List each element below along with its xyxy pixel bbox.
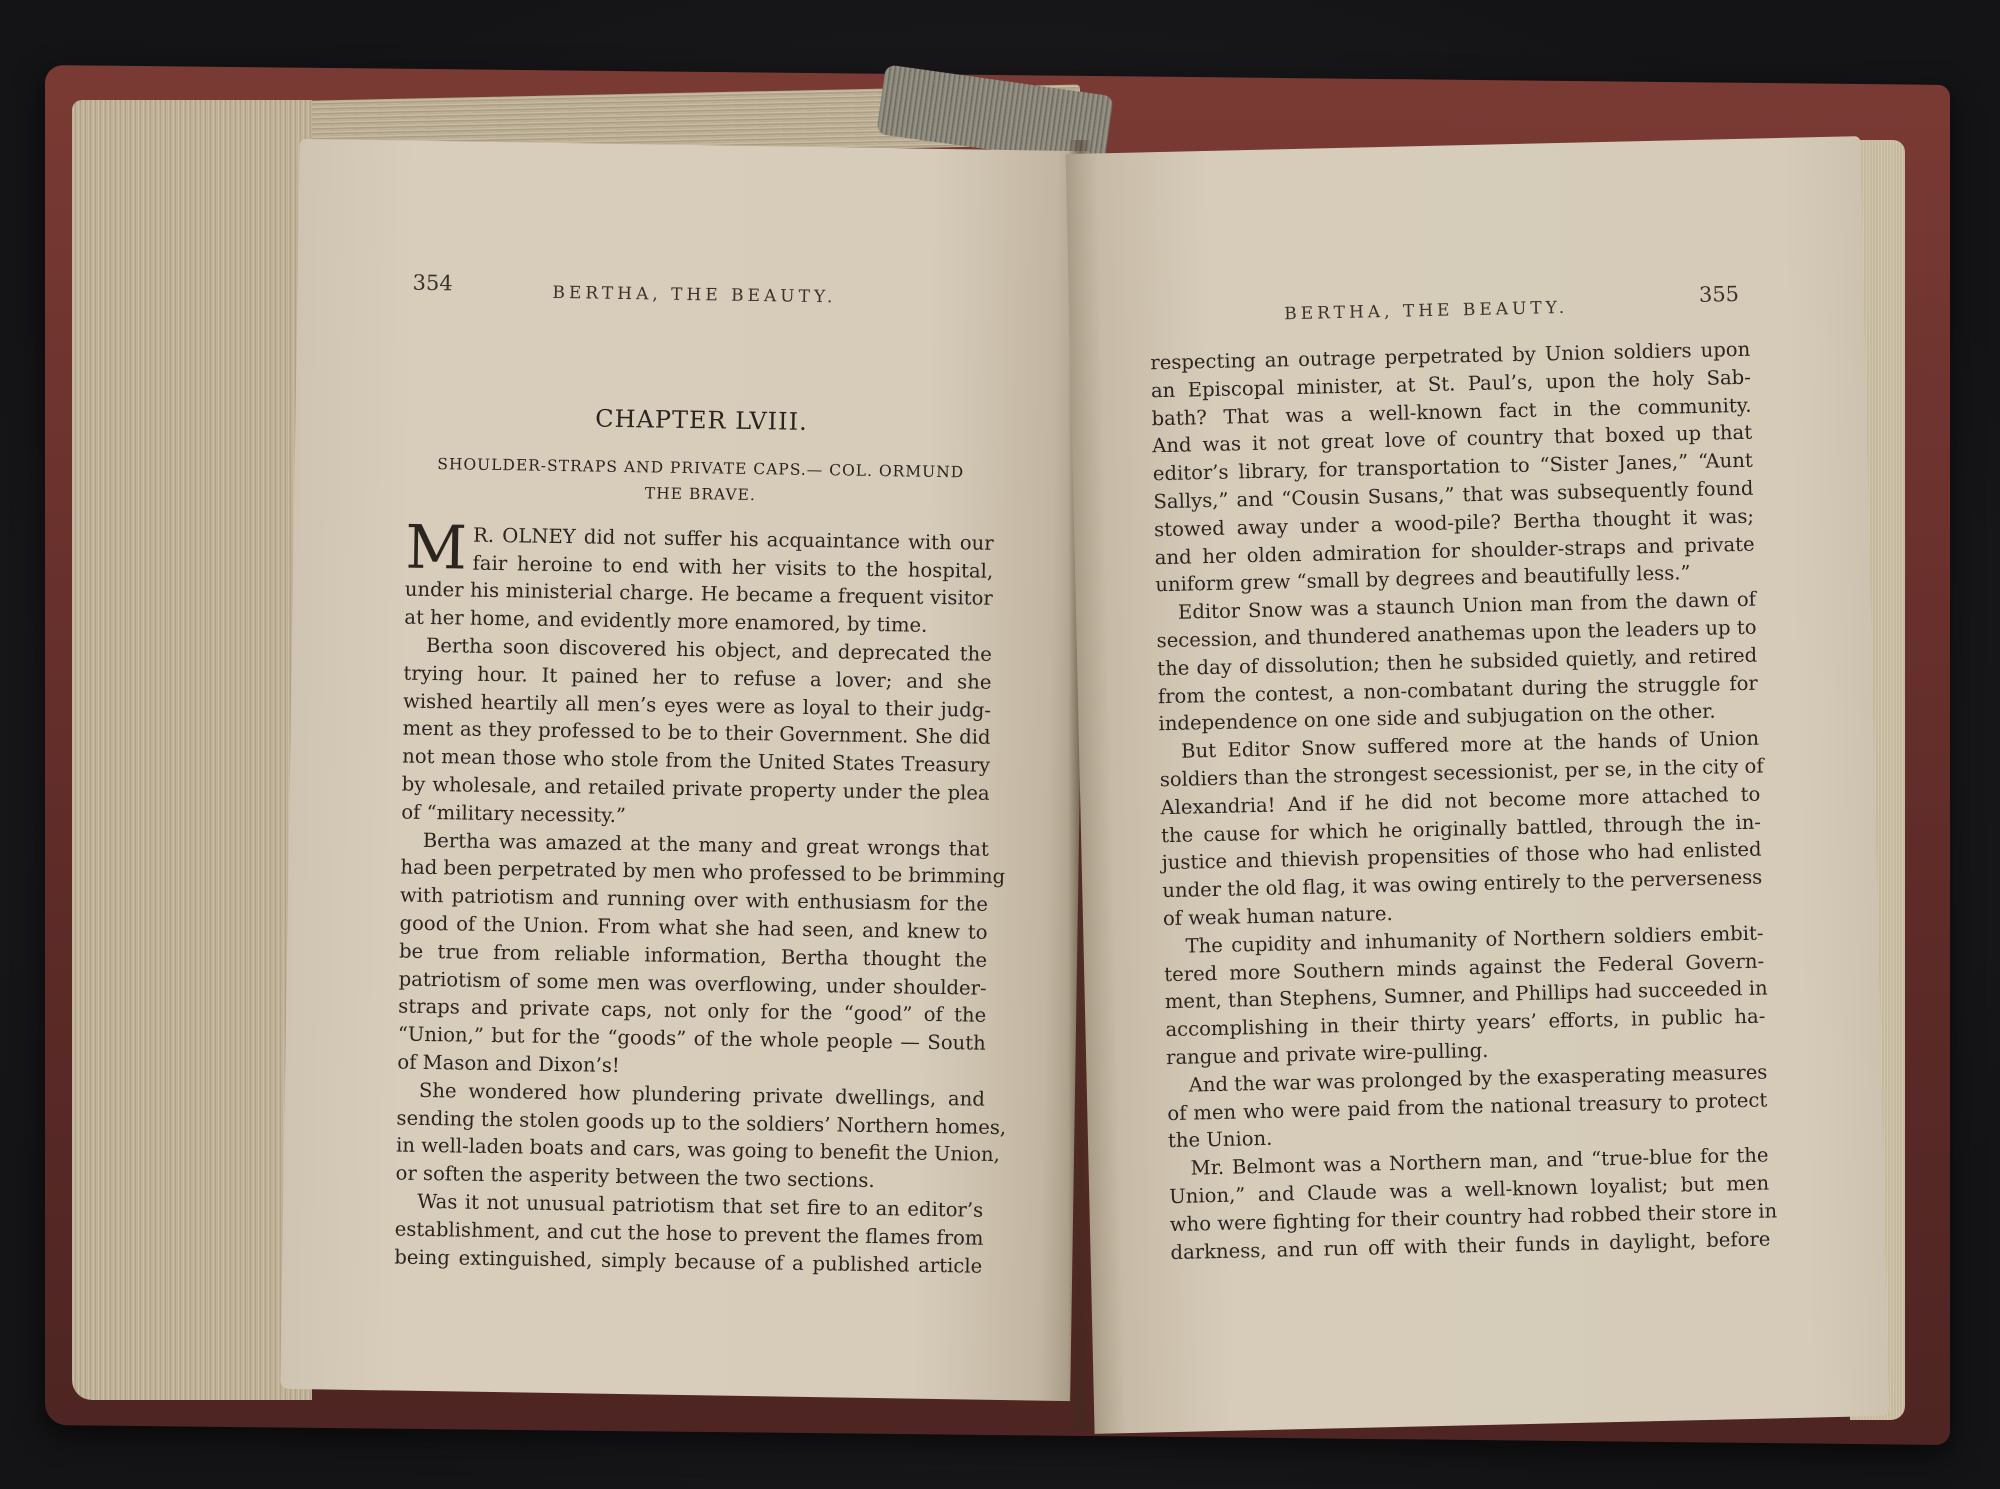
text-line: be true from reliable information, Bertha thought the <box>398 939 988 972</box>
text-line: fair heroine to end with her visits to the hospital, <box>472 551 994 583</box>
text-line: Union,” and Claude was a well-known loyalist; but men <box>1168 1171 1770 1209</box>
text-line: from the contest, a non-combatant during the struggle for <box>1157 671 1759 708</box>
left-running-head: BERTHA, THE BEAUTY. <box>552 282 837 308</box>
text-line: under the old flag, it was owing entirely to the perverseness <box>1162 865 1763 903</box>
text-line: Alexandria! And if he did not become more attached to <box>1160 782 1761 819</box>
text-line: Bertha was amazed at the many and great wrongs that <box>422 828 989 861</box>
text-line: at her home, and evidently more enamored, by time. <box>404 605 928 637</box>
text-line: not mean those who stole from the United States Treasury <box>402 744 991 777</box>
text-line: of men who were paid from the national treasury to protect <box>1167 1088 1768 1125</box>
text-line: establishment, and cut the hose to prevent the flames from <box>394 1217 984 1250</box>
text-line: justice and thievish propensities of those who had enlisted <box>1161 837 1762 875</box>
text-line: Mr. Belmont was a Northern man, and “true-blue for the <box>1190 1143 1769 1180</box>
right-page-number: 355 <box>1698 281 1740 307</box>
text-line: Editor Snow was a staunch Union man from the dawn of <box>1177 587 1757 624</box>
right-body-lines <box>1150 336 1778 1267</box>
text-line: who were fighting for their country had robbed their store in <box>1169 1199 1778 1236</box>
text-line: and her olden admiration for shoulder-straps and private <box>1154 532 1755 569</box>
text-line: by wholesale, and retailed private property under the plea <box>401 772 990 805</box>
text-line: secession, and thundered anathemas upon the leaders up to <box>1156 615 1757 653</box>
text-line: of Mason and Dixon’s! <box>397 1050 620 1077</box>
text-line: had been perpetrated by men who professed to be brimming <box>400 855 1006 889</box>
text-line: accomplishing in their thirty years’ efforts, in public ha- <box>1165 1004 1766 1042</box>
text-line: the Union. <box>1167 1127 1273 1153</box>
chapter-subtitle <box>406 450 995 511</box>
text-line: an Episcopal minister, at St. Paul’s, upon the holy Sab- <box>1150 365 1752 403</box>
right-page <box>1066 136 1890 1434</box>
text-line: of weak human nature. <box>1162 901 1393 931</box>
left-page-text <box>394 403 1007 1280</box>
subtitle-line: THE BRAVE. <box>644 484 756 504</box>
text-line: sending the stolen goods up to the soldiers’ Northern homes, <box>396 1106 1007 1139</box>
text-line: Sallys,” and “Cousin Susans,” that was subsequently found <box>1153 476 1754 514</box>
text-line: Bertha soon discovered his object, and deprecated the <box>425 633 993 666</box>
right-running-head: BERTHA, THE BEAUTY. <box>1284 297 1569 325</box>
text-line: patriotism of some men was overflowing, under shoulder- <box>398 967 987 1000</box>
text-line: “Union,” but for the “goods” of the whole people — South <box>397 1022 986 1055</box>
text-line: The cupidity and inhumanity of Northern soldiers embit- <box>1185 921 1764 958</box>
chapter-title: CHAPTER LVIII. <box>595 404 808 436</box>
text-line: independence on one side and subjugation on the other. <box>1158 699 1716 736</box>
left-body-lines <box>394 576 1007 1280</box>
text-line: straps and private caps, not only for the “good” of the <box>398 994 987 1028</box>
left-page <box>280 139 1090 1401</box>
text-line: good of the Union. From what she had seen, and knew to <box>399 911 988 944</box>
text-line: rangue and private wire-pulling. <box>1165 1038 1489 1070</box>
text-line: She wondered how plundering private dwellings, and <box>418 1078 986 1111</box>
text-line: or soften the asperity between the two sections. <box>395 1161 875 1193</box>
text-line: R. OLNEY did not suffer his acquaintance with our <box>472 523 994 555</box>
text-line: the day of dissolution; then he subsided quietly, and retired <box>1157 643 1758 680</box>
text-line: ment as they professed to be to their Government. She did <box>402 716 991 750</box>
right-page-text <box>1150 336 1778 1267</box>
page-edges-left <box>72 100 312 1400</box>
text-line: And the war was prolonged by the exasperating measures <box>1188 1060 1768 1097</box>
text-line: darkness, and run off with their funds in daylight, before <box>1170 1226 1771 1264</box>
text-line: uniform grew “small by degrees and beautifully less.” <box>1155 561 1691 597</box>
text-line: bath? That was a well-known fact in the community. <box>1151 393 1752 430</box>
drop-cap: M <box>404 512 468 584</box>
text-line: in well-laden boats and cars, was going to benefit the Union, <box>395 1133 1001 1167</box>
text-line: But Editor Snow suffered more at the hands of Union <box>1180 726 1760 763</box>
text-line: trying hour. It pained her to refuse a lover; and she <box>403 661 992 694</box>
text-line: soldiers than the strongest secessionist, per se, in the city of <box>1159 754 1764 792</box>
left-page-number: 354 <box>412 270 453 296</box>
text-line: And was it not great love of country that boxed up that <box>1151 421 1753 458</box>
subtitle-line: SHOULDER-STRAPS AND PRIVATE CAPS.— COL. ORMUND <box>437 454 965 482</box>
text-line: being extinguished, simply because of a published article <box>394 1245 983 1278</box>
text-line: with patriotism and running over with enthusiasm for the <box>399 883 989 916</box>
text-line: editor’s library, for transportation to “Sister Janes,” “Aunt <box>1152 448 1753 486</box>
text-line: stowed away under a wood-pile? Bertha thought it was; <box>1153 504 1755 542</box>
text-line: ment, than Stephens, Sumner, and Phillips had succeeded in <box>1164 976 1768 1014</box>
text-line: Was it not unusual patriotism that set fire to an editor’s <box>417 1189 984 1222</box>
text-line: under his ministerial charge. He became a frequent visitor <box>404 577 993 611</box>
text-line: tered more Southern minds against the Federal Govern- <box>1163 949 1765 986</box>
text-line: wished heartily all men’s eyes were as loyal to their judg- <box>402 689 992 722</box>
text-line: of “military necessity.” <box>401 800 627 827</box>
text-line: the cause for which he originally battled, through the in- <box>1160 810 1762 847</box>
text-line: respecting an outrage perpetrated by Union soldiers upon <box>1150 337 1751 375</box>
first-paragraph <box>404 512 994 585</box>
